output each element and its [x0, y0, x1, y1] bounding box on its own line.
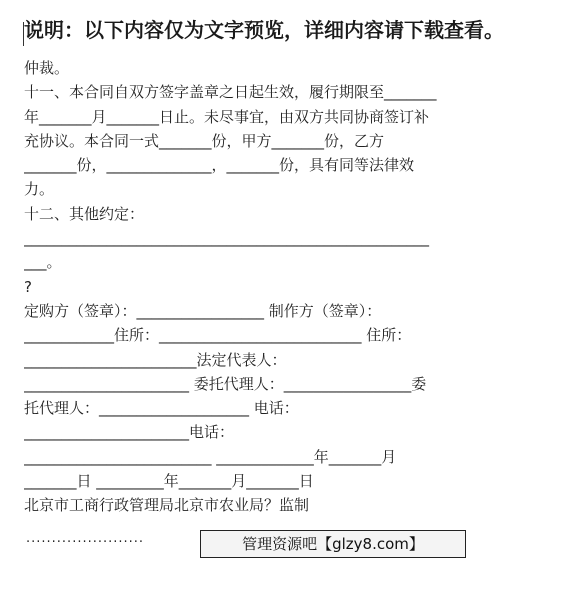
- text-line: ___。: [24, 253, 62, 272]
- dotted-leader: ·······················: [26, 535, 145, 550]
- text-line: ______________________________________________________: [24, 229, 429, 248]
- text-line: ______________________电话：: [24, 423, 235, 442]
- text-line: ____________住所：___________________________ 住所：: [24, 326, 412, 345]
- text-line: 十二、其他约定：: [24, 204, 145, 223]
- text-line: 年_______月_______日止。未尽事宜，由双方共同协商签订补: [24, 107, 430, 126]
- text-line: ?: [24, 277, 32, 296]
- text-line: 托代理人：____________________ 电话：: [24, 399, 299, 418]
- preview-notice: 说明：以下内容仅为文字预览，详细内容请下载查看。: [24, 18, 504, 42]
- text-line: 北京市工商行政管理局北京市农业局？监制: [24, 496, 310, 515]
- text-line: 定购方（签章）：_________________ 制作方（签章）：: [24, 301, 382, 320]
- source-link-button[interactable]: 管理资源吧【glzy8.com】: [200, 530, 466, 558]
- text-line: 仲裁。: [24, 59, 70, 77]
- text-line: 力。: [24, 180, 55, 199]
- contract-text: [24, 56, 554, 518]
- text-line: _________________________ _____________年_______月: [24, 447, 397, 466]
- text-line: 充协议。本合同一式_______份，甲方_______份，乙方: [24, 131, 385, 150]
- text-line: _______________________法定代表人：: [24, 350, 287, 369]
- text-line: _______份，______________，_______份，具有同等法律效: [24, 156, 415, 175]
- text-line: 十一、本合同自双方签字盖章之日起生效，履行期限至_______: [24, 83, 437, 102]
- text-line: _______日 _________年_______月_______日: [24, 472, 314, 491]
- text-line: ______________________ 委托代理人：_________________委: [24, 374, 427, 393]
